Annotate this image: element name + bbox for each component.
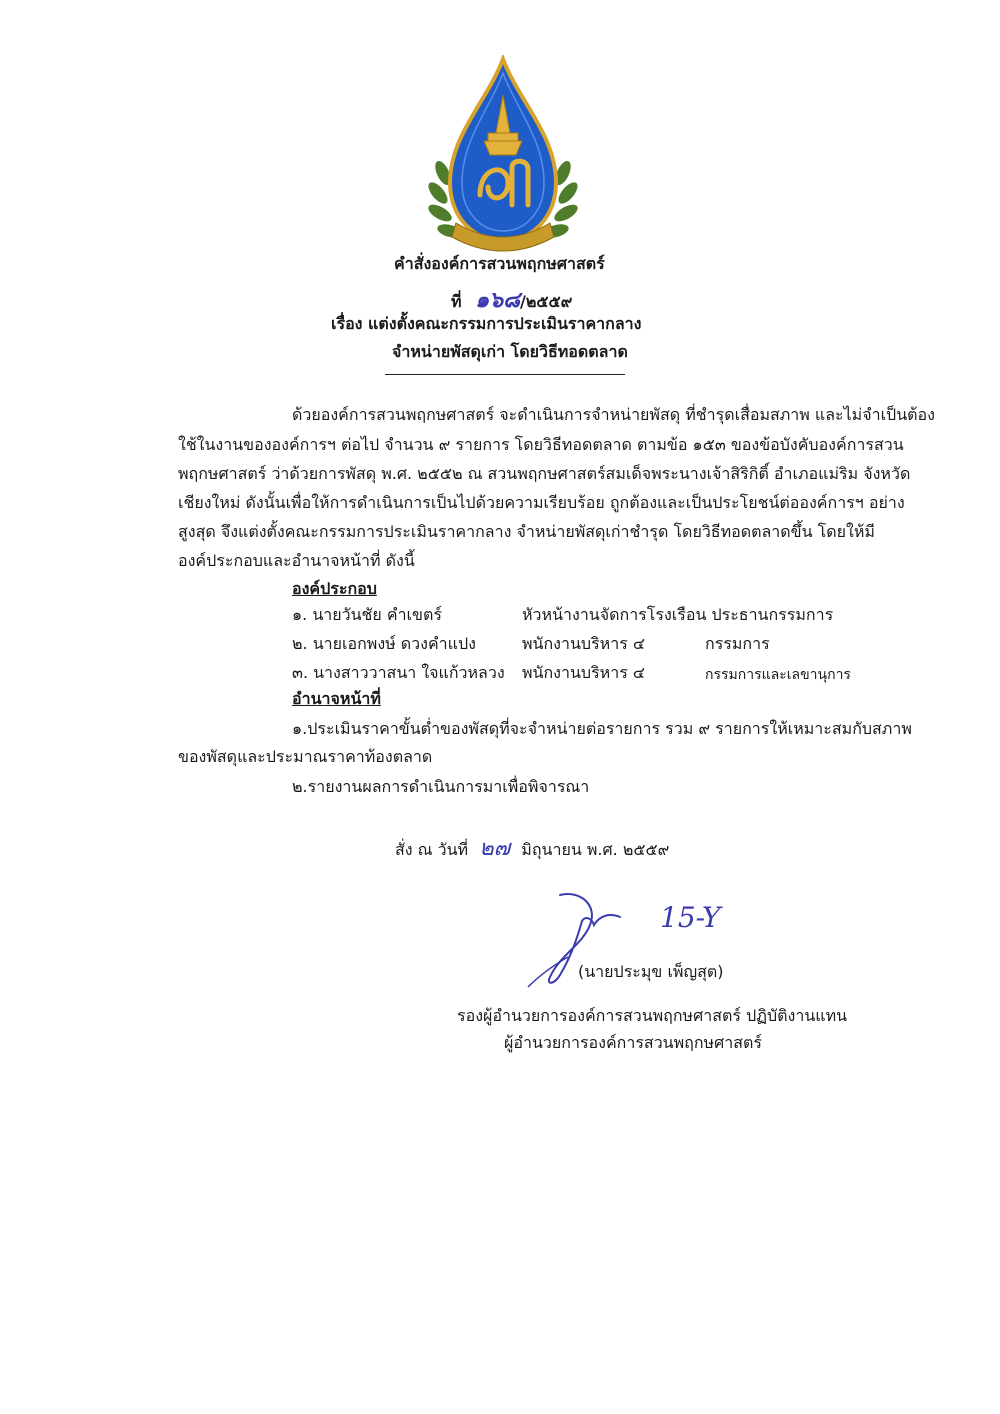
paragraph-line: ใช้ในงานขององค์การฯ ต่อไป จำนวน ๙ รายการ โดยวิธีทอดตลาด ตามข้อ ๑๕๓ ของข้อบังคับองค์การสวน (178, 435, 904, 454)
duties-heading: อำนาจหน้าที่ (292, 689, 381, 708)
order-date-prefix: สั่ง ณ วันที่ (395, 840, 469, 859)
member-role: กรรมการ (705, 634, 770, 653)
member-position: พนักงานบริหาร ๔ (522, 663, 645, 682)
order-title: คำสั่งองค์การสวนพฤกษศาสตร์ (394, 254, 605, 273)
header-divider (385, 374, 625, 375)
organization-emblem-icon (428, 55, 578, 260)
signatory-title-line2: ผู้อำนวยการองค์การสวนพฤกษศาสตร์ (504, 1033, 762, 1052)
order-date (395, 830, 669, 865)
member-name: ๑. นายวันชัย คำเขตร์ (292, 605, 442, 624)
order-subject-line2: จำหน่ายพัสดุเก่า โดยวิธีทอดตลาด (392, 342, 628, 361)
signatory-name: (นายประมุข เพ็ญสุต) (578, 962, 724, 981)
signatory-title-line1: รองผู้อำนวยการองค์การสวนพฤกษศาสตร์ ปฏิบัติงานแทน (457, 1006, 848, 1025)
order-number-suffix: /๒๕๕๙ (520, 292, 573, 311)
paragraph-line: เชียงใหม่ ดังนั้นเพื่อให้การดำเนินการเป็นไปด้วยความเรียบร้อย ถูกต้องและเป็นประโยชน์ต่อองค์การฯ อย่าง (178, 493, 905, 512)
paragraph-line: องค์ประกอบและอำนาจหน้าที่ ดังนี้ (178, 551, 415, 570)
order-number-handwritten: ๑๖๘ (475, 287, 521, 313)
order-subject-line1: เรื่อง แต่งตั้งคณะกรรมการประเมินราคากลาง (331, 314, 642, 333)
order-date-suffix: มิถุนายน พ.ศ. ๒๕๕๙ (521, 840, 670, 859)
paragraph-line: ด้วยองค์การสวนพฤกษศาสตร์ จะดำเนินการจำหน่ายพัสดุ ที่ชำรุดเสื่อมสภาพ และไม่จำเป็นต้อง (292, 405, 935, 424)
paragraph-line: สูงสุด จึงแต่งตั้งคณะกรรมการประเมินราคากลาง จำหน่ายพัสดุเก่าชำรุด โดยวิธีทอดตลาดขึ้น โดยให้มี (178, 522, 875, 541)
duty-item-2: ๒.รายงานผลการดำเนินการมาเพื่อพิจารณา (292, 777, 590, 796)
member-position: หัวหน้างานจัดการโรงเรือน ประธานกรรมการ (522, 605, 834, 624)
member-name: ๓. นางสาววาสนา ใจแก้วหลวง (292, 663, 505, 682)
composition-heading: องค์ประกอบ (292, 579, 377, 598)
duty-item-1-continued: ของพัสดุและประมาณราคาท้องตลาด (178, 747, 433, 766)
member-position: พนักงานบริหาร ๔ (522, 634, 645, 653)
order-number-prefix: ที่ (451, 292, 462, 311)
paragraph-line: พฤกษศาสตร์ ว่าด้วยการพัสดุ พ.ศ. ๒๕๕๒ ณ สวนพฤกษศาสตร์สมเด็จพระนางเจ้าสิริกิติ์ อำเภอแม่ริม จังหวัด (178, 464, 911, 483)
member-name: ๒. นายเอกพงษ์ ดวงคำแปง (292, 634, 476, 653)
signature-handwritten-text: 15-Y (660, 901, 721, 934)
member-role: กรรมการและเลขานุการ (705, 667, 851, 683)
order-date-day-handwritten: ๒๗ (479, 836, 511, 861)
duty-item-1: ๑.ประเมินราคาขั้นต่ำของพัสดุที่จะจำหน่ายต่อรายการ รวม ๙ รายการให้เหมาะสมกับสภาพ (292, 719, 912, 738)
